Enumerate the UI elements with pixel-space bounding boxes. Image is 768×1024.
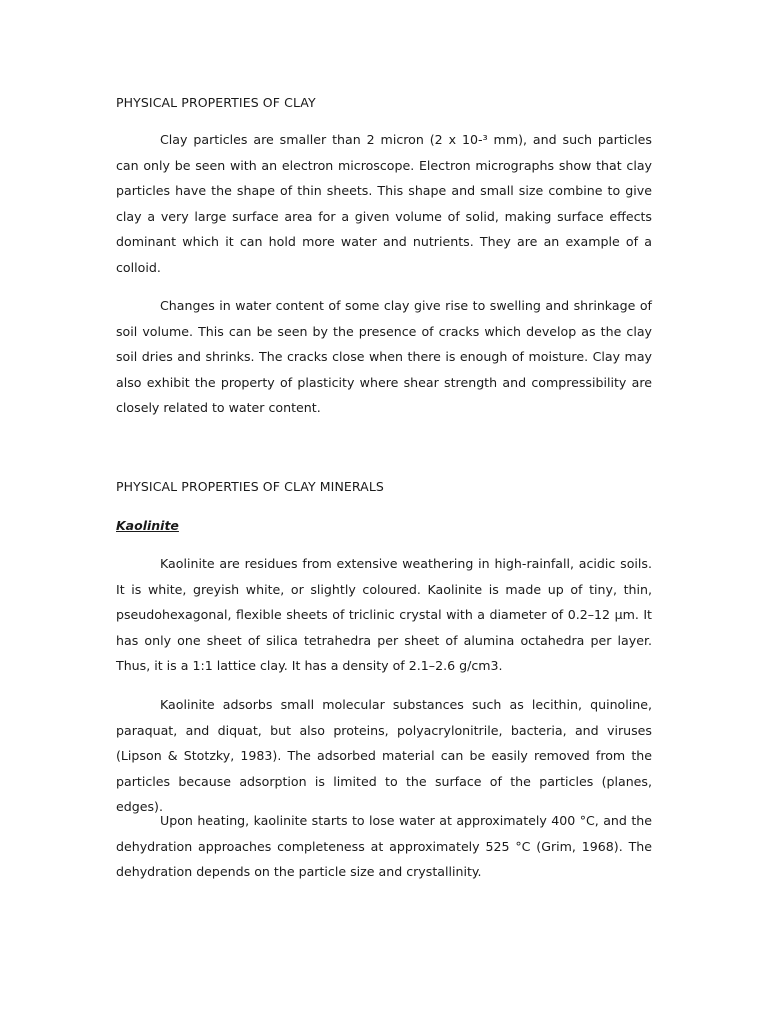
- subheading-kaolinite: Kaolinite: [116, 518, 179, 533]
- paragraph-kaolinite-description: Kaolinite are residues from extensive weathering in high-rainfall, acidic soils. It is white, greyish white, or slightly coloured. Kaolinite is made up of tiny, thin, pseudohexagonal, flexible sheets of triclinic crystal with a diameter of 0.2–12 μm. It has only one sheet of silica tetrahedra per sheet of alumina octahedra per layer. Thus, it is a 1:1 lattice clay. It has a density of 2.1–2.6 g/cm3.: [116, 556, 652, 674]
- section-heading-clay-minerals: PHYSICAL PROPERTIES OF CLAY MINERALS: [116, 479, 384, 494]
- paragraph-kaolinite-adsorption: Kaolinite adsorbs small molecular substances such as lecithin, quinoline, paraquat, and diquat, but also proteins, polyacrylonitrile, bacteria, and viruses (Lipson & Stotzky, 1983). The adsorbed material can be easily removed from the particles because adsorption is limited to the surface of the particles (planes, edges).: [116, 697, 652, 815]
- section-heading-clay: PHYSICAL PROPERTIES OF CLAY: [116, 95, 316, 110]
- paragraph-clay-particles: Clay particles are smaller than 2 micron (2 x 10-³ mm), and such particles can only be seen with an electron microscope. Electron micrographs show that clay particles have the shape of thin sheets. This shape and small size combine to give clay a very large surface area for a given volume of solid, making surface effects dominant which it can hold more water and nutrients. They are an example of a colloid.: [116, 132, 652, 275]
- paragraph-kaolinite-heating: Upon heating, kaolinite starts to lose water at approximately 400 °C, and the dehydration approaches completeness at approximately 525 °C (Grim, 1968). The dehydration depends on the particle size and crystallinity.: [116, 813, 652, 880]
- paragraph-clay-water-content: Changes in water content of some clay give rise to swelling and shrinkage of soil volume. This can be seen by the presence of cracks which develop as the clay soil dries and shrinks. The cracks close when there is enough of moisture. Clay may also exhibit the property of plasticity where shear strength and compressibility are closely related to water content.: [116, 298, 652, 416]
